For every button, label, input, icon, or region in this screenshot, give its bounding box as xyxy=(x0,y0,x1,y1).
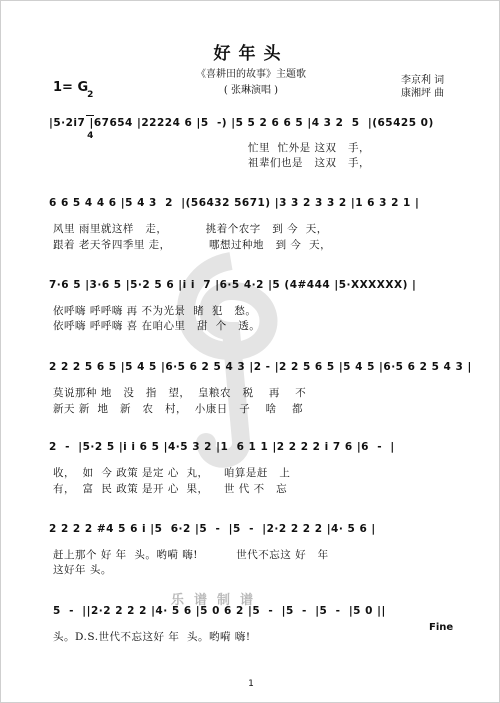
lyric-line-4b: 新天 新 地 新 农 村， 小康日 子 啥 都 xyxy=(53,403,303,415)
time-signature: 2 4 xyxy=(87,90,94,141)
lyric-line-3b: 依呼嗨 呼呼嗨 喜 在咱心里 甜 个 透。 xyxy=(53,320,261,332)
lyric-line-6b: 这好年 头。 xyxy=(53,564,112,576)
lyric-line-5b: 有， 富 民 政策 是开 心 果， 世 代 不 忘 xyxy=(53,483,288,495)
fine-marking: Fine xyxy=(429,622,454,633)
watermark-text: 乐谱制谱 xyxy=(171,593,264,608)
lyric-line-3a: 依呼嗨 呼呼嗨 再 不为光景 睹 犯 愁。 xyxy=(53,305,257,317)
lyric-line-1a: 忙里 忙外是 这双 手， xyxy=(248,142,371,154)
song-title: 好年头 xyxy=(213,44,289,64)
notation-line-2: 6 6 5 4 4 6 |5 4 3 2 |(56432 5671) |3 3 2 3 3 2 |1 6 3 2 1 | xyxy=(49,197,420,209)
lyric-line-2a: 风里 雨里就这样 走， 挑着个农字 到 今 天， xyxy=(53,223,328,235)
key-signature: 1= G xyxy=(53,80,89,95)
lyric-line-7a: 头。D.S.世代不忘这好 年 头。哟嗬 嗨! xyxy=(53,631,251,643)
notation-line-4: 2 2 2 5 6 5 |5 4 5 |6·5 6 2 5 4 3 |2 - |2 2 5 6 5 |5 4 5 |6·5 6 2 5 4 3 | xyxy=(49,361,472,373)
composer-credit: 康湘坪 曲 xyxy=(401,88,445,99)
notation-line-3: 7·6 5 |3·6 5 |5·2 5 6 |i i 7 |6·5 4·2 |5 (4#444 |5·XXXXXX) | xyxy=(49,279,417,291)
notation-line-6: 2 2 2 2 #4 5 6 i |5 6·2 |5 - |5 - |2·2 2 2 2 |4· 5 6 | xyxy=(49,523,376,535)
page-number: 1 xyxy=(248,679,254,689)
lyric-line-5a: 收， 如 今 政策 是定 心 丸， 咱算是赶 上 xyxy=(53,467,291,479)
notation-line-7: 5 - ||2·2 2 2 2 |4· 5 6 |5 0 6 2 |5 - |5 - |5 - |5 0 || xyxy=(53,605,386,617)
notation-line-1: |5·2i7 |67654 |22224 6 |5 -) |5 5 2 6 6 5 |4 3 2 5 |(65425 0) xyxy=(49,117,434,129)
lyricist-credit: 李京利 词 xyxy=(401,75,445,86)
song-subtitle: 《喜耕田的故事》主题歌 xyxy=(196,69,306,80)
lyric-line-6a: 赶上那个 好 年 头。哟嗬 嗨! 世代不忘这 好 年 xyxy=(53,549,329,561)
lyric-line-2b: 跟着 老天爷四季里 走， 哪想过种地 到 今 天， xyxy=(53,239,332,251)
lyric-line-4a: 莫说那种 地 没 指 望， 皇粮农 税 再 不 xyxy=(53,387,307,399)
lyric-line-1b: 祖辈们也是 这双 手， xyxy=(248,157,371,169)
singer-note: ( 张琳演唱 ) xyxy=(223,85,279,96)
treble-clef-watermark-icon xyxy=(111,231,371,471)
notation-line-5: 2 - |5·2 5 |i i 6 5 |4·5 3 2 |1 6 1 1 |2 2 2 2 i 7 6 |6 - | xyxy=(49,441,395,453)
